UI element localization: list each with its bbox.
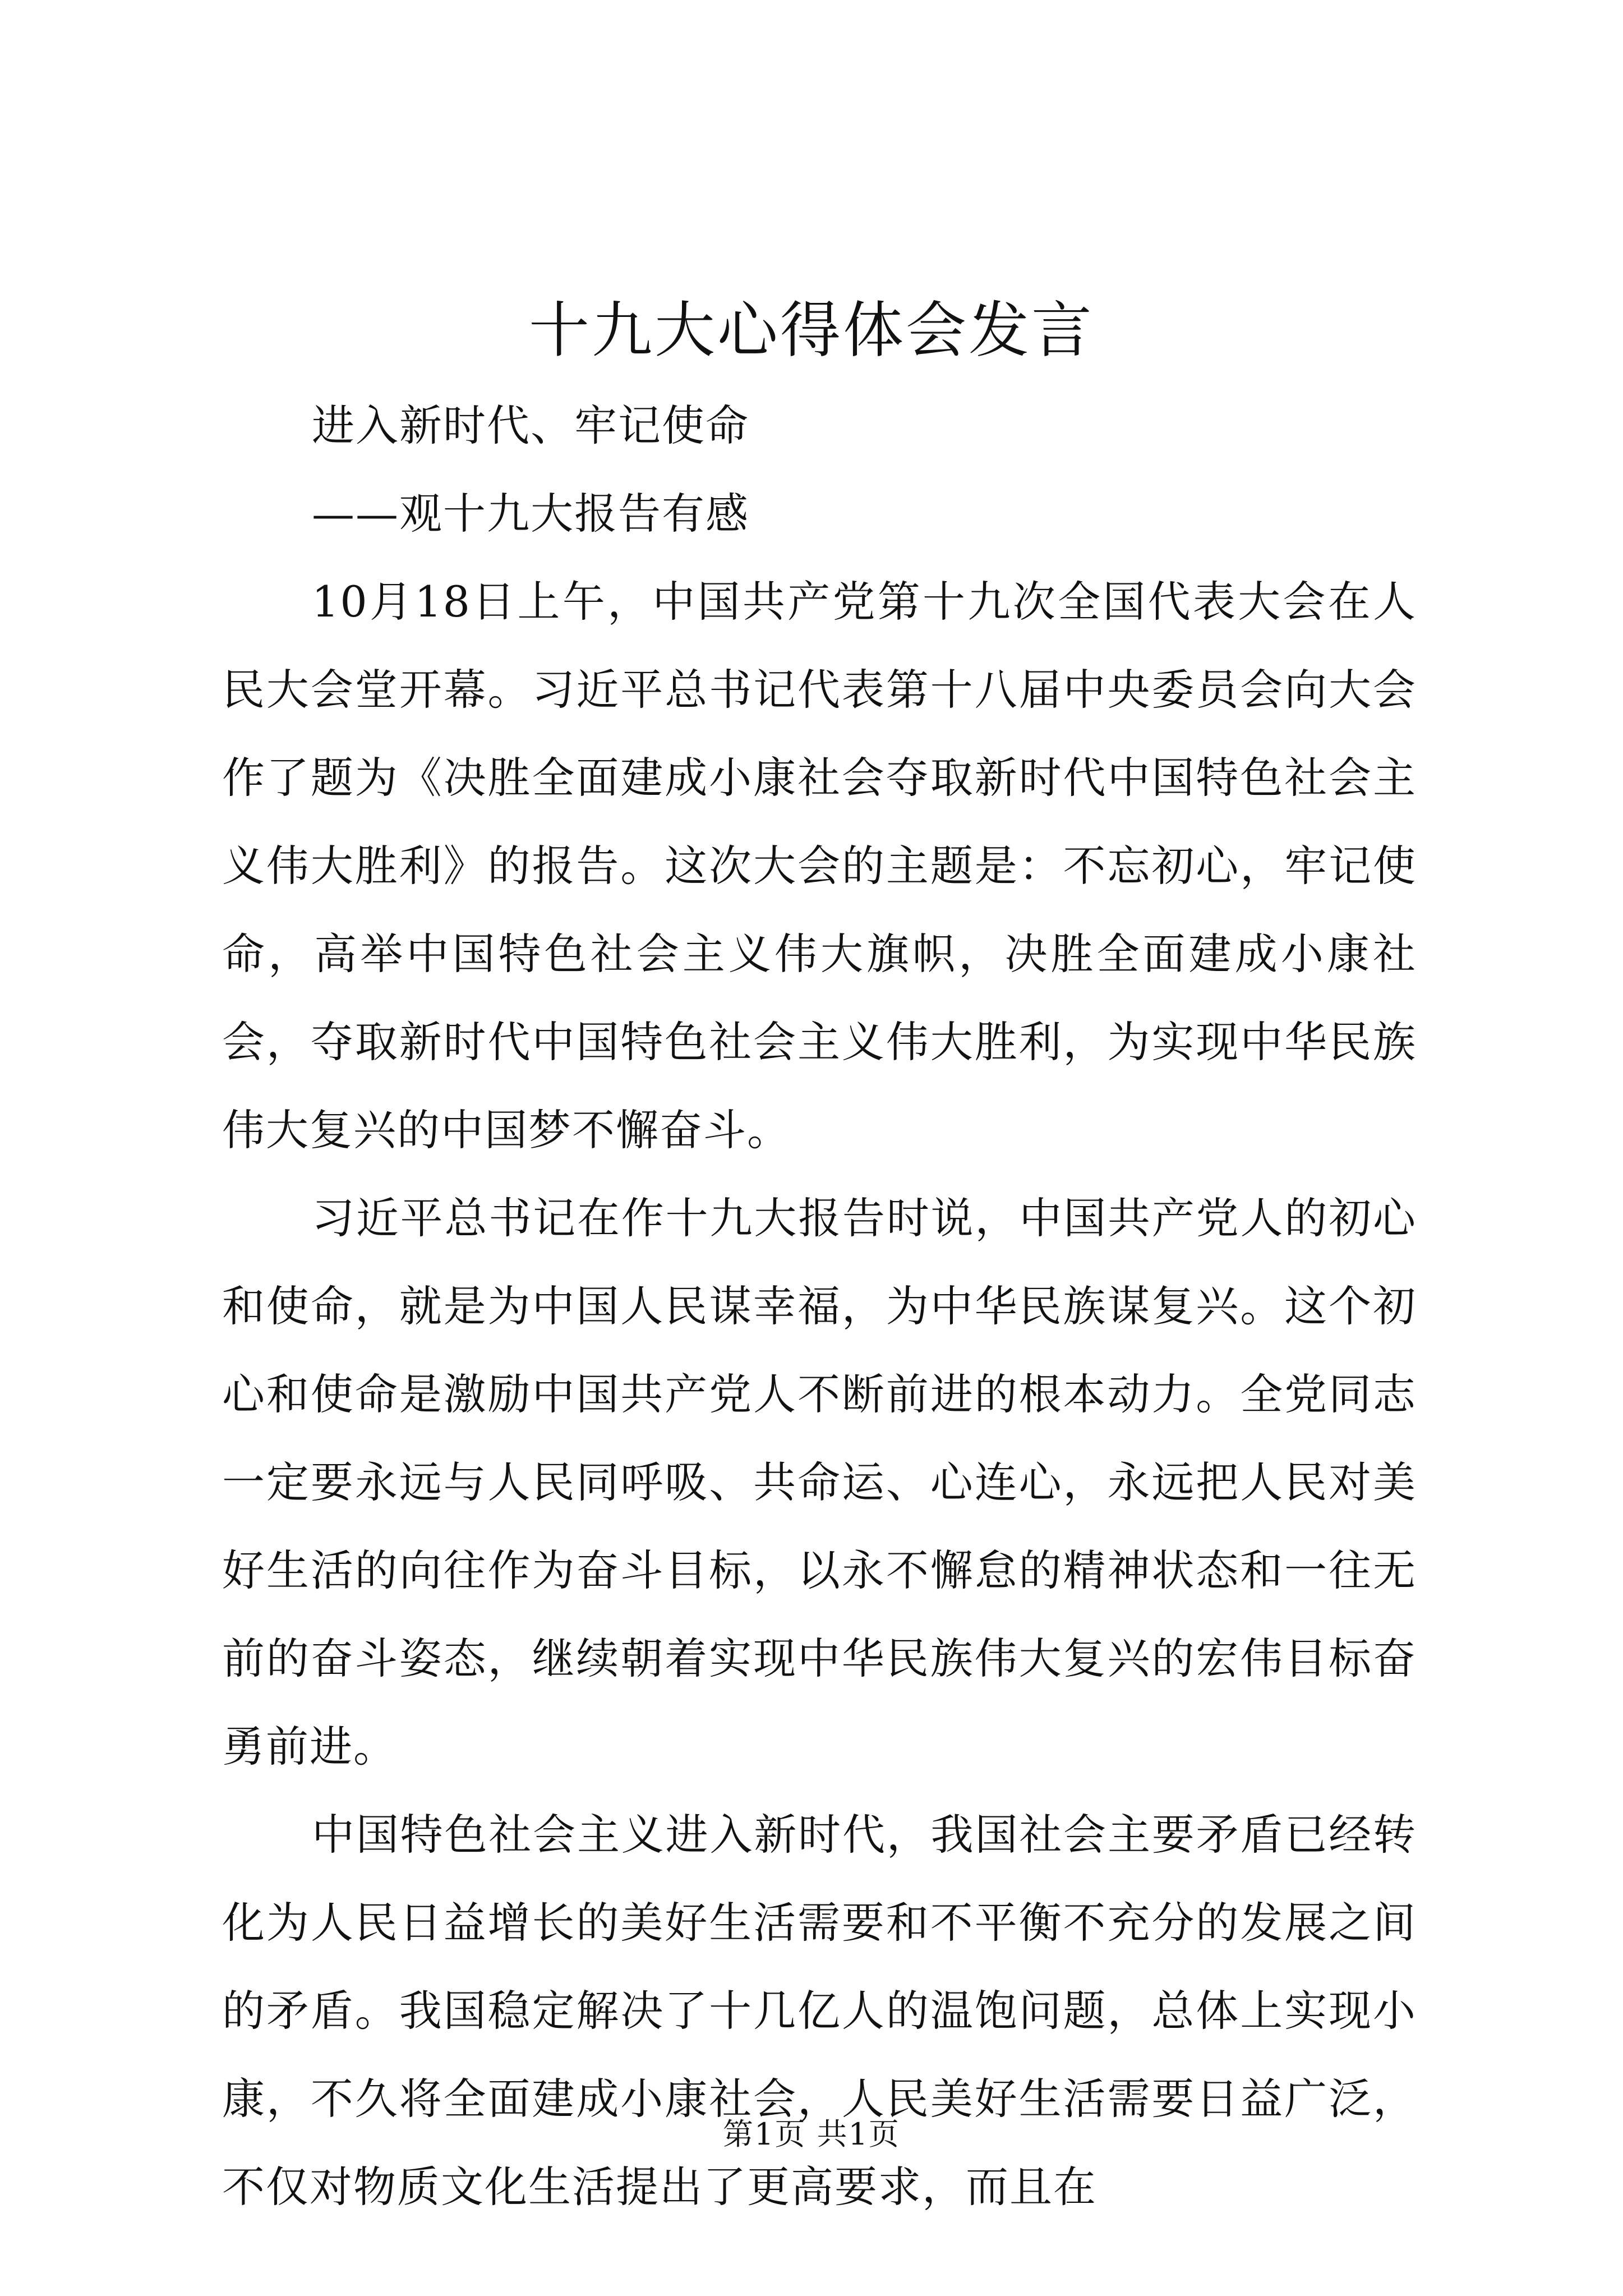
body-paragraph: 习近平总书记在作十九大报告时说，中国共产党人的初心和使命，就是为中国人民谋幸福，为中华民族谋复兴。这个初心和使命是激励中国共产党人不断前进的根本动力。全党同志一定要永远与人民同呼吸、共命运、心连心，永远把人民对美好生活的向往作为奋斗目标，以永不懈怠的精神状态和一往无前的奋斗姿态，继续朝着实现中华民族伟大复兴的宏伟目标奋勇前进。 [222,1193,1417,1772]
document-title: 十九大心得体会发言 [528,296,1094,366]
subtitle-line: ——观十九大报告有感 [312,489,749,539]
document-body [222,381,1417,2231]
page-footer: 第1页 共1页 [723,2116,900,2152]
body-paragraph: 10月18日上午，中国共产党第十九次全国代表大会在人民大会堂开幕。习近平总书记代表第十八届中央委员会向大会作了题为《决胜全面建成小康社会夺取新时代中国特色社会主义伟大胜利》的报告。这次大会的主题是：不忘初心，牢记使命，高举中国特色社会主义伟大旗帜，决胜全面建成小康社会，夺取新时代中国特色社会主义伟大胜利，为实现中华民族伟大复兴的中国梦不懈奋斗。 [222,577,1417,1155]
body-paragraph: 中国特色社会主义进入新时代，我国社会主要矛盾已经转化为人民日益增长的美好生活需要和不平衡不充分的发展之间的矛盾。我国稳定解决了十几亿人的温饱问题，总体上实现小康，不久将全面建成小康社会，人民美好生活需要日益广泛，不仅对物质文化生活提出了更高要求，而且在 [222,1810,1417,2212]
subtitle-line: 进入新时代、牢记使命 [312,401,749,450]
